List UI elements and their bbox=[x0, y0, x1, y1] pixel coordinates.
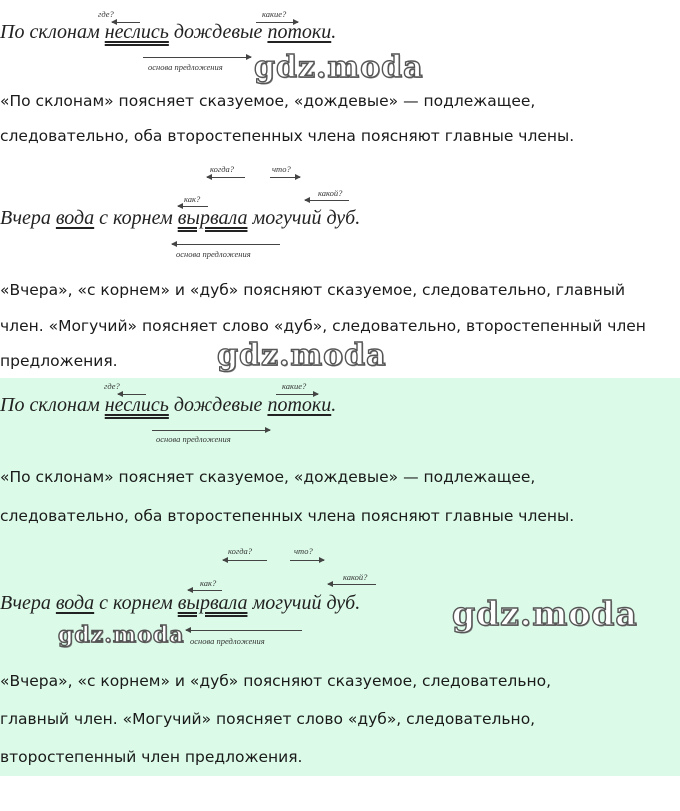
basis-label-2: основа предложения bbox=[176, 249, 251, 259]
watermark: gdz.moda bbox=[452, 594, 638, 633]
subject-voda: вода bbox=[55, 207, 95, 229]
subject-potoki: потоки bbox=[267, 21, 332, 43]
word-s-kornem: с корнем bbox=[99, 592, 173, 614]
basis-label-2: основа предложения bbox=[190, 636, 265, 646]
word-moguchiy: могучий bbox=[252, 207, 322, 229]
word-s-kornem: с корнем bbox=[99, 207, 173, 229]
explanation-1-line-2: следовательно, оба второстепенных члена поясняют главные члены. bbox=[0, 507, 575, 525]
subject-voda: вода bbox=[55, 592, 95, 614]
explanation-2-line-3: второстепенный член предложения. bbox=[0, 748, 303, 766]
question-what-kind: какие? bbox=[262, 9, 287, 19]
question-when: когда? bbox=[228, 546, 253, 556]
question-what: что? bbox=[272, 164, 291, 174]
question-where: где? bbox=[98, 9, 114, 19]
word-po-sklonam: По склонам bbox=[0, 21, 100, 43]
question-when: когда? bbox=[210, 164, 235, 174]
subject-potoki: потоки bbox=[267, 394, 332, 416]
top-section bbox=[0, 0, 680, 378]
arrow-what bbox=[290, 560, 324, 561]
predicate-neslis: неслись bbox=[104, 21, 169, 43]
question-which: какой? bbox=[343, 572, 368, 582]
explanation-1-line-1: «По склонам» поясняет сказуемое, «дождевые» — подлежащее, bbox=[0, 92, 536, 110]
arrow-basis-2 bbox=[186, 630, 302, 631]
word-dozhdevye: дождевые bbox=[173, 394, 263, 416]
watermark: gdz.moda bbox=[254, 50, 424, 85]
word-dub: дуб bbox=[326, 207, 356, 229]
arrow-when bbox=[223, 560, 267, 561]
arrow-how bbox=[188, 590, 222, 591]
arrow-basis-1 bbox=[143, 57, 251, 58]
word-po-sklonam: По склонам bbox=[0, 394, 100, 416]
explanation-1-line-1: «По склонам» поясняет сказуемое, «дождевые» — подлежащее, bbox=[0, 468, 536, 486]
highlighted-section bbox=[0, 378, 680, 776]
question-what-kind: какие? bbox=[282, 381, 307, 391]
predicate-vyrvala: вырвала bbox=[177, 207, 248, 229]
explanation-2-line-1: «Вчера», «с корнем» и «дуб» поясняют сказуемое, следовательно, bbox=[0, 672, 551, 690]
explanation-2-line-3: предложения. bbox=[0, 352, 118, 370]
sentence-2: Вчера вода с корнем вырвала могучий дуб. bbox=[0, 207, 361, 229]
arrow-basis-2 bbox=[172, 244, 280, 245]
sentence-2: Вчера вода с корнем вырвала могучий дуб. bbox=[0, 592, 361, 614]
question-how: как? bbox=[200, 578, 217, 588]
question-what: что? bbox=[294, 546, 313, 556]
sentence-1: По склонам неслись дождевые потоки. bbox=[0, 21, 337, 43]
predicate-vyrvala: вырвала bbox=[177, 592, 248, 614]
explanation-2-line-2: член. «Могучий» поясняет слово «дуб», следовательно, второстепенный член bbox=[0, 317, 646, 335]
watermark: gdz.moda bbox=[217, 338, 387, 373]
basis-label-1: основа предложения bbox=[156, 434, 231, 444]
explanation-1-line-2: следовательно, оба второстепенных члена поясняют главные члены. bbox=[0, 127, 575, 145]
arrow-which bbox=[328, 584, 376, 585]
question-how: как? bbox=[184, 194, 201, 204]
question-which: какой? bbox=[318, 188, 343, 198]
explanation-2-line-1: «Вчера», «с корнем» и «дуб» поясняют сказуемое, следовательно, главный bbox=[0, 281, 626, 299]
arrow-which bbox=[305, 200, 349, 201]
question-where: где? bbox=[104, 381, 120, 391]
arrow-what bbox=[270, 177, 300, 178]
basis-label-1: основа предложения bbox=[148, 62, 223, 72]
word-dub: дуб bbox=[326, 592, 356, 614]
sentence-1: По склонам неслись дождевые потоки. bbox=[0, 394, 337, 416]
word-vchera: Вчера bbox=[0, 592, 51, 614]
arrow-when bbox=[207, 177, 245, 178]
watermark: gdz.moda bbox=[58, 622, 185, 648]
word-moguchiy: могучий bbox=[252, 592, 322, 614]
predicate-neslis: неслись bbox=[104, 394, 169, 416]
word-dozhdevye: дождевые bbox=[173, 21, 263, 43]
explanation-2-line-2: главный член. «Могучий» поясняет слово «дуб», следовательно, bbox=[0, 710, 536, 728]
arrow-basis-1 bbox=[152, 430, 270, 431]
word-vchera: Вчера bbox=[0, 207, 51, 229]
